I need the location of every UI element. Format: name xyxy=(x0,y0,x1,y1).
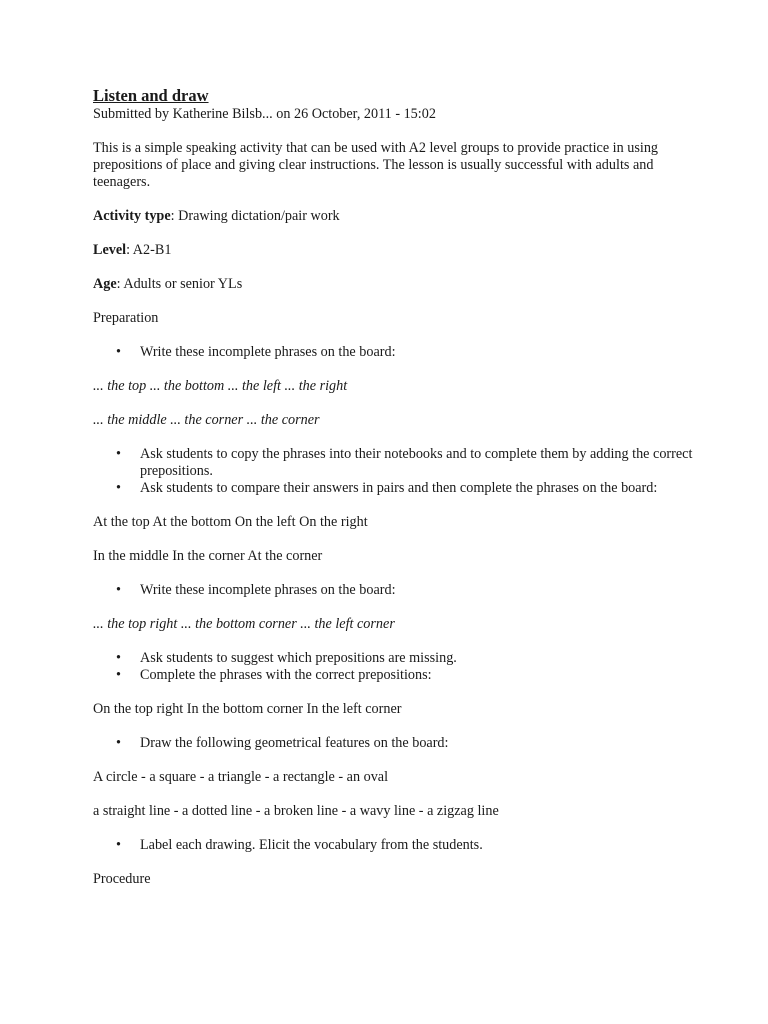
age-label: Age xyxy=(93,276,117,292)
list-item: • Ask students to compare their answers in pairs and then complete the phrases on the board: xyxy=(140,480,693,497)
age-value: : Adults or senior YLs xyxy=(116,276,243,292)
answers-line-2: In the middle In the corner At the corner xyxy=(93,548,323,564)
shapes-line: A circle - a square - a triangle - a rectangle - an oval xyxy=(93,769,389,785)
level-value: : A2-B1 xyxy=(126,242,172,258)
list-item: • Write these incomplete phrases on the board: xyxy=(140,344,693,361)
list-item: • Ask students to copy the phrases into their notebooks and to complete them by adding the correct prepositions. xyxy=(140,446,693,480)
activity-type-row xyxy=(93,208,693,225)
level-label: Level xyxy=(93,242,127,258)
bullet-list-2 xyxy=(93,446,693,497)
list-item: • Complete the phrases with the correct prepositions: xyxy=(140,667,693,684)
incomplete-phrases-line-3: ... the top right ... the bottom corner ... the left corner xyxy=(93,616,395,632)
answers-line-3: On the top right In the bottom corner In the left corner xyxy=(93,701,402,717)
list-item: • Label each drawing. Elicit the vocabulary from the students. xyxy=(140,837,693,854)
procedure-heading: Procedure xyxy=(93,871,151,887)
bullet-list-4 xyxy=(93,650,693,684)
level-row xyxy=(93,242,693,259)
bullet-list-6 xyxy=(93,837,693,854)
bullet-list-5 xyxy=(93,735,693,752)
list-item: • Write these incomplete phrases on the board: xyxy=(140,582,693,599)
activity-type-value: : Drawing dictation/pair work xyxy=(170,208,340,224)
submitted-by-line: Submitted by Katherine Bilsb... on 26 October, 2011 - 15:02 xyxy=(93,106,436,122)
preparation-heading: Preparation xyxy=(93,310,159,326)
bullet-list-3 xyxy=(93,582,693,599)
page-title: Listen and draw xyxy=(93,86,209,105)
incomplete-phrases-line-1: ... the top ... the bottom ... the left ... the right xyxy=(93,378,348,394)
incomplete-phrases-line-2: ... the middle ... the corner ... the corner xyxy=(93,412,320,428)
lines-line: a straight line - a dotted line - a broken line - a wavy line - a zigzag line xyxy=(93,803,499,819)
list-item: • Ask students to suggest which prepositions are missing. xyxy=(140,650,693,667)
answers-line-1: At the top At the bottom On the left On the right xyxy=(93,514,368,530)
intro-paragraph: This is a simple speaking activity that can be used with A2 level groups to provide practice in using prepositions of place and giving clear instructions. The lesson is usually successful with adults and teenagers. xyxy=(93,140,659,190)
activity-type-label: Activity type xyxy=(93,208,171,224)
age-row xyxy=(93,276,693,293)
document-page xyxy=(93,86,693,888)
bullet-list-1 xyxy=(93,344,693,361)
list-item: • Draw the following geometrical features on the board: xyxy=(140,735,693,752)
